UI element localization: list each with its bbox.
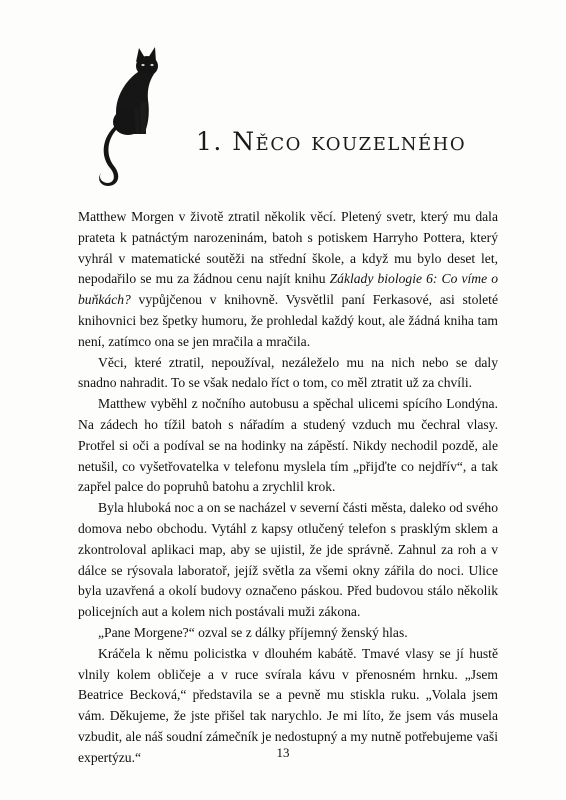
paragraph: „Pane Morgene?“ ozval se z dálky příjemný ženský hlas.	[98, 624, 408, 640]
paragraph	[78, 207, 498, 353]
chapter-title: 1. Něco kouzelného	[196, 127, 467, 156]
paragraph-text: Matthew Morgen v životě ztratil několik věcí. Pletený svetr, který mu dala prateta k patnáctým narozeninám, batoh s potiskem Harryho Pottera, který vyhrál v matematické soutěži na střední škole, a když mu bylo deset let, nepodařilo se mu za žádnou cenu najít knihu	[78, 209, 498, 287]
paragraph: Byla hluboká noc a on se nacházel v severní části města, daleko od svého domova nebo obchodu. Vytáhl z kapsy otlučený telefon s prasklým sklem a zkontroloval aplikaci map, aby se ujistil, že jde správně. Zahnul za roh a v dálce se rýsovala laboratoř, jejíž světla za všemi okny zářila do noci. Ulice byla uzavřená a okolí budovy označeno páskou. Před budovou stálo několik policejních aut a kolem nich postávali muži zákona.	[78, 500, 498, 620]
book-title: Základy biologie 6: Co víme o buňkách?	[78, 271, 498, 308]
paragraph: Kráčela k němu policistka v dlouhém kabátě. Tmavé vlasy se jí hustě vlnily kolem obličeje a v ruce svírala kávu v přenosném hrnku. „Jsem Beatrice Becková,“ představila se a pevně mu stiskla ruku. „Volala jsem vám. Děkujeme, že jste přišel tak narychlo. Je mi líto, že jsem vás musela vzbudit, ale náš soudní zámečník je nedostupný a my nutně potřebujeme vaši expertýzu.“	[78, 645, 498, 765]
black-cat-icon	[78, 44, 168, 194]
chapter-body	[78, 207, 498, 769]
paragraph: Věci, které ztratil, nepoužíval, nezáleželo mu na nich nebo se daly snadno nahradit. To se však nedalo říct o tom, co měl ztratit už za chvíli.	[78, 354, 498, 391]
page-number: 13	[276, 745, 290, 760]
paragraph: Matthew vyběhl z nočního autobusu a spěchal ulicemi spícího Londýna. Na zádech ho tížil batoh s nářadím a studený vzduch mu čechral vlasy. Protřel si oči a podíval se na hodinky na zápěstí. Nikdy nechodil pozdě, ale netušil, co vyšetřovatelka v telefonu myslela tím „přijďte co nejdřív“, a tak zapřel palce do popruhů batohu a zrychlil krok.	[78, 396, 498, 495]
paragraph-text: vypůjčenou v knihovně. Vysvětlil paní Ferkasové, asi stoleté knihovnici bez špetky humoru, že prohledal každý kout, ale žádná kniha tam není, zatímco ona se jen mračila a mračila.	[78, 292, 498, 349]
